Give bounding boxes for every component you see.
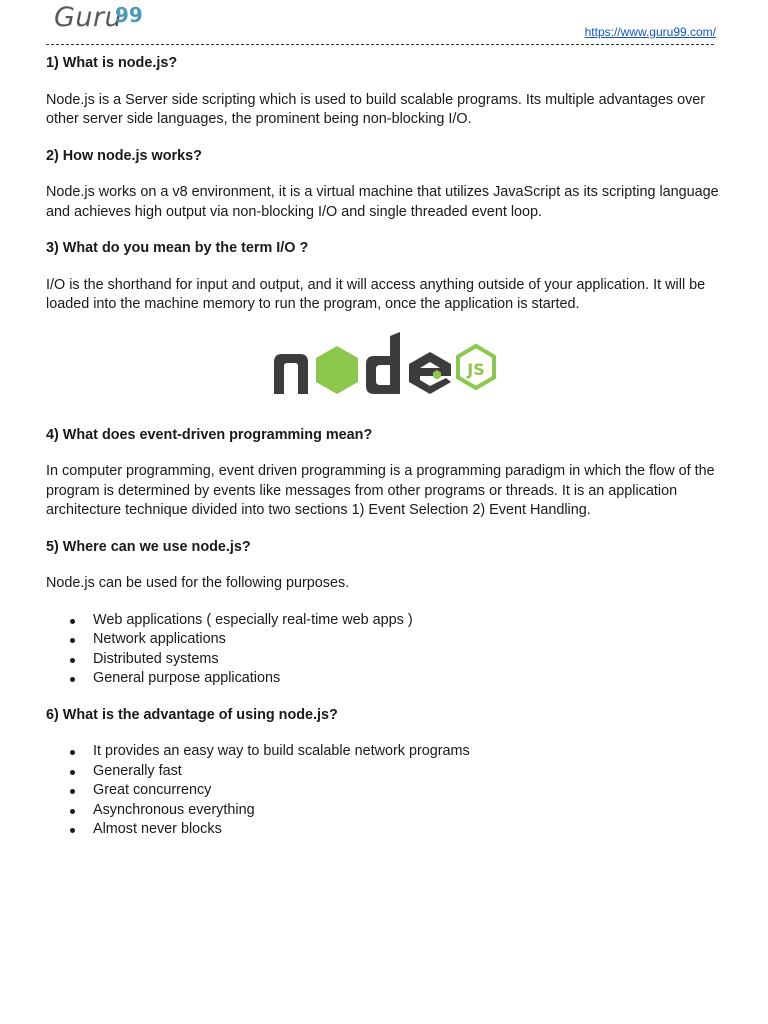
- list-item: General purpose applications: [46, 669, 722, 689]
- answer-1: Node.js is a Server side scripting which is used to build scalable programs. Its multiple advantages over other server side languages, the prominent being non-blocking I/O.: [46, 91, 706, 127]
- list-item: Great concurrency: [46, 781, 722, 801]
- list-item: Almost never blocks: [46, 820, 722, 840]
- list-item: Generally fast: [46, 762, 722, 782]
- document-body: [46, 54, 722, 857]
- list-item: Web applications ( especially real-time web apps ): [46, 611, 722, 631]
- logo-text: Guru: [54, 2, 123, 33]
- question-3: 3) What do you mean by the term I/O ?: [46, 240, 309, 256]
- question-5: 5) Where can we use node.js?: [46, 538, 251, 555]
- header-divider: [46, 44, 714, 45]
- nodejs-logo-graphic: [270, 332, 498, 404]
- list-item: Network applications: [46, 630, 722, 650]
- question-6: 6) What is the advantage of using node.js?: [46, 706, 338, 723]
- answer-2: Node.js works on a v8 environment, it is a virtual machine that utilizes JavaScript as its scripting language and achieves high output via non-blocking I/O and single threaded event loop.: [46, 184, 719, 220]
- question-1: 1) What is node.js?: [46, 55, 178, 71]
- logo-letter-e: [409, 352, 451, 394]
- logo-js-text: JS: [467, 359, 485, 379]
- answer-4: In computer programming, event driven programming is a programming paradigm in which the flow of the program is determined by events like messages from other programs or threads. It is an application architecture technique divided into two sections 1) Event Selection 2) Event Handling.: [46, 463, 715, 518]
- logo-number: 99: [115, 3, 143, 27]
- list-item: Distributed systems: [46, 650, 722, 670]
- list-item: Asynchronous everything: [46, 801, 722, 821]
- logo-letter-d: [366, 332, 400, 394]
- question-4: 4) What does event-driven programming mean?: [46, 426, 373, 443]
- uses-list: [46, 611, 722, 689]
- nodejs-logo: [46, 332, 722, 412]
- answer-5: Node.js can be used for the following purposes.: [46, 575, 350, 591]
- logo-letter-n: [274, 354, 308, 394]
- list-item: It provides an easy way to build scalable network programs: [46, 742, 722, 762]
- logo-green-hexagon: [316, 346, 358, 394]
- site-url-link[interactable]: https://www.guru99.com/: [584, 25, 716, 39]
- question-2: 2) How node.js works?: [46, 147, 202, 164]
- answer-3: I/O is the shorthand for input and output, and it will access anything outside of your application. It will be loaded into the machine memory to run the program, once the application is started.: [46, 276, 706, 312]
- advantages-list: [46, 742, 722, 840]
